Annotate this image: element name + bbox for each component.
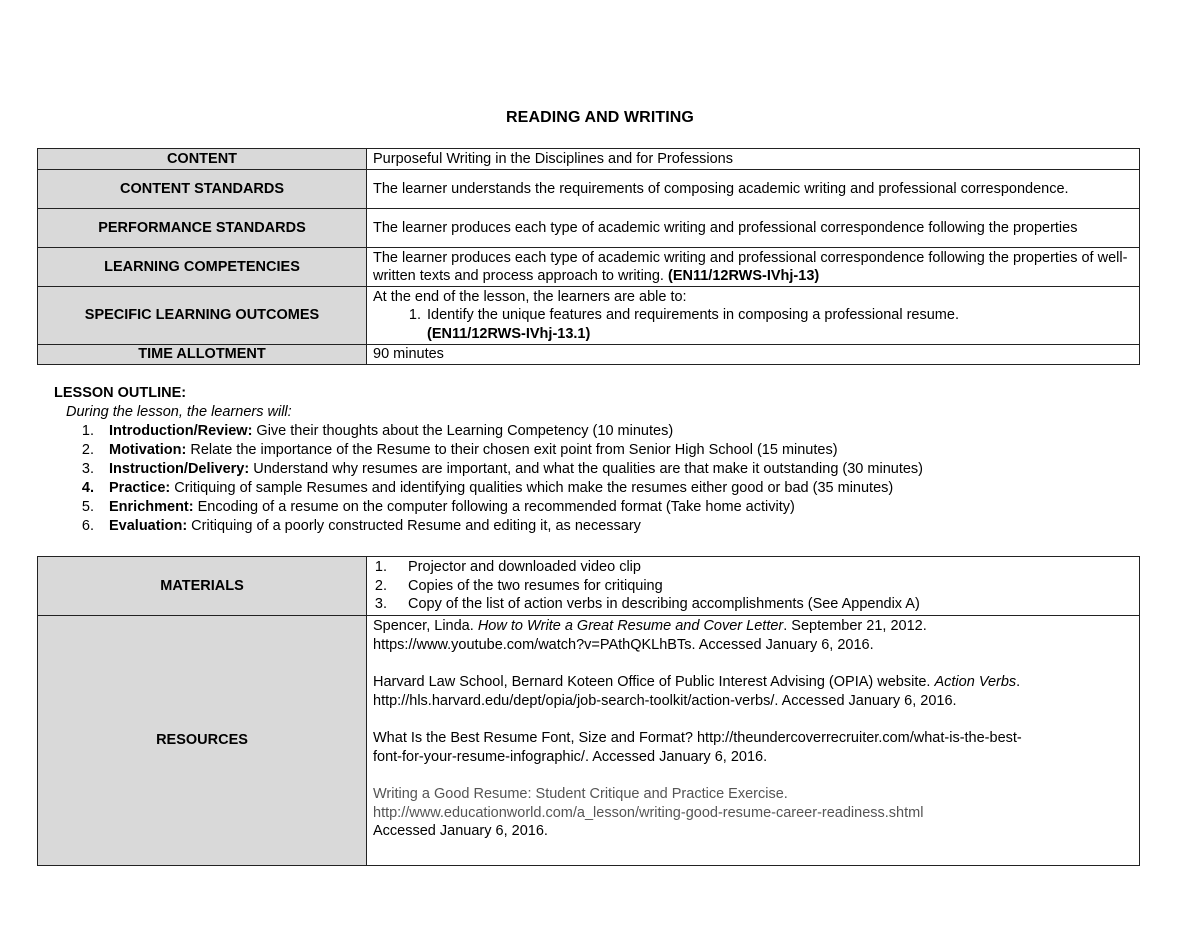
list-number: 3. bbox=[374, 596, 387, 613]
row-value-materials bbox=[367, 557, 1140, 616]
material-text: Projector and downloaded video clip bbox=[408, 559, 641, 576]
list-item bbox=[54, 441, 1154, 460]
row-value-time-allotment: 90 minutes bbox=[367, 345, 1140, 365]
resource-entry bbox=[373, 673, 1133, 710]
outline-heading: LESSON OUTLINE: bbox=[54, 385, 187, 401]
resource-title: How to Write a Great Resume and Cover Letter bbox=[477, 618, 784, 634]
resource-date: . September 21, 2012. bbox=[783, 618, 927, 634]
resource-line: font-for-your-resume-infographic/. Accessed January 6, 2016. bbox=[373, 748, 768, 765]
list-item bbox=[54, 498, 1154, 517]
resource-entry bbox=[373, 785, 1133, 841]
resource-accessed: Accessed January 6, 2016. bbox=[373, 823, 548, 839]
resource-url: http://www.educationworld.com/a_lesson/writing-good-resume-career-readiness.shtml bbox=[373, 804, 924, 821]
row-value-content: Purposeful Writing in the Disciplines and for Professions bbox=[367, 149, 1140, 170]
list-number: 1. bbox=[408, 307, 421, 324]
outline-term: Practice: bbox=[109, 480, 171, 496]
materials-list bbox=[373, 558, 1133, 614]
outline-term: Evaluation: bbox=[109, 518, 188, 534]
list-item bbox=[54, 460, 1154, 479]
resource-line: What Is the Best Resume Font, Size and Format? http://theundercoverrecruiter.com/what-is-the-best- bbox=[373, 730, 1022, 746]
table-row bbox=[38, 287, 1140, 345]
list-item bbox=[54, 517, 1154, 536]
resource-url: https://www.youtube.com/watch?v=PAthQKLhBTs. Accessed January 6, 2016. bbox=[373, 636, 874, 653]
resource-entry bbox=[373, 617, 1133, 654]
resource-title: Writing a Good Resume: Student Critique and Practice Exercise. bbox=[373, 786, 788, 802]
outline-list bbox=[54, 422, 1154, 536]
resource-url: http://hls.harvard.edu/dept/opia/job-search-toolkit/action-verbs/. Accessed January 6, 2016. bbox=[373, 692, 957, 709]
table-row bbox=[38, 248, 1140, 287]
list-item bbox=[373, 577, 1133, 596]
materials-resources-table bbox=[37, 556, 1140, 866]
outline-intro: During the lesson, the learners will: bbox=[66, 404, 292, 420]
row-label-learning-competencies: LEARNING COMPETENCIES bbox=[38, 248, 367, 287]
table-row bbox=[38, 616, 1140, 866]
resource-source: Harvard Law School, Bernard Koteen Office of Public Interest Advising (OPIA) website. bbox=[373, 674, 935, 690]
document-title: READING AND WRITING bbox=[506, 109, 694, 126]
outline-term: Instruction/Delivery: bbox=[109, 461, 250, 477]
resource-punct: . bbox=[1016, 674, 1021, 690]
list-item bbox=[373, 558, 1133, 577]
list-number: 3. bbox=[81, 461, 94, 477]
outcomes-list bbox=[373, 306, 1133, 343]
table-row bbox=[38, 209, 1140, 248]
outcome-text: Identify the unique features and requirements in composing a professional resume. bbox=[427, 307, 959, 324]
list-item bbox=[373, 595, 1133, 614]
outline-text: Give their thoughts about the Learning Competency (10 minutes) bbox=[252, 423, 674, 439]
outline-term: Motivation: bbox=[109, 442, 187, 458]
list-number: 6. bbox=[81, 518, 94, 534]
table-row bbox=[38, 149, 1140, 170]
outline-text: Encoding of a resume on the computer following a recommended format (Take home activity) bbox=[193, 499, 795, 515]
row-value-specific-outcomes bbox=[367, 287, 1140, 345]
row-value-resources bbox=[367, 616, 1140, 866]
list-number: 2. bbox=[374, 577, 387, 594]
row-label-specific-outcomes: SPECIFIC LEARNING OUTCOMES bbox=[38, 287, 367, 345]
resource-title: Action Verbs bbox=[934, 674, 1017, 690]
competency-code: (EN11/12RWS-IVhj-13) bbox=[667, 268, 820, 284]
resource-author: Spencer, Linda. bbox=[373, 618, 478, 634]
list-item bbox=[54, 479, 1154, 498]
row-label-resources: RESOURCES bbox=[38, 616, 367, 866]
outline-text: Understand why resumes are important, and what the qualities are that make it outstanding (30 minutes) bbox=[249, 461, 923, 477]
resource-entry bbox=[373, 729, 1133, 766]
list-item bbox=[399, 306, 1133, 343]
lesson-outline bbox=[54, 384, 1154, 536]
outline-text: Critiquing of sample Resumes and identifying qualities which make the resumes either good or bad (35 minutes) bbox=[170, 480, 894, 496]
competency-text: The learner produces each type of academic writing and professional correspondence following the properties of well-written texts and process approach to writing. bbox=[373, 249, 1128, 284]
row-label-time-allotment: TIME ALLOTMENT bbox=[38, 345, 367, 365]
table-row bbox=[38, 170, 1140, 209]
row-label-content: CONTENT bbox=[38, 149, 367, 170]
outline-text: Relate the importance of the Resume to their chosen exit point from Senior High School (15 minutes) bbox=[186, 442, 838, 458]
table-row bbox=[38, 557, 1140, 616]
lesson-info-table bbox=[37, 148, 1140, 365]
list-number: 1. bbox=[81, 423, 94, 439]
outline-term: Introduction/Review: bbox=[109, 423, 253, 439]
outcomes-intro: At the end of the lesson, the learners are able to: bbox=[373, 288, 687, 305]
row-label-content-standards: CONTENT STANDARDS bbox=[38, 170, 367, 209]
outcome-code: (EN11/12RWS-IVhj-13.1) bbox=[427, 325, 591, 342]
list-number: 1. bbox=[374, 559, 387, 576]
outline-text: Critiquing of a poorly constructed Resume and editing it, as necessary bbox=[187, 518, 641, 534]
row-value-performance-standards: The learner produces each type of academic writing and professional correspondence following the properties bbox=[367, 209, 1140, 248]
table-row bbox=[38, 345, 1140, 365]
row-label-performance-standards: PERFORMANCE STANDARDS bbox=[38, 209, 367, 248]
material-text: Copies of the two resumes for critiquing bbox=[408, 577, 663, 594]
list-number: 5. bbox=[81, 499, 94, 515]
list-number: 2. bbox=[81, 442, 94, 458]
outline-term: Enrichment: bbox=[109, 499, 194, 515]
list-number: 4. bbox=[81, 480, 94, 496]
material-text: Copy of the list of action verbs in describing accomplishments (See Appendix A) bbox=[408, 596, 920, 613]
list-item bbox=[54, 422, 1154, 441]
row-label-materials: MATERIALS bbox=[38, 557, 367, 616]
row-value-content-standards: The learner understands the requirements of composing academic writing and professional correspondence. bbox=[367, 170, 1140, 209]
row-value-learning-competencies bbox=[367, 248, 1140, 287]
